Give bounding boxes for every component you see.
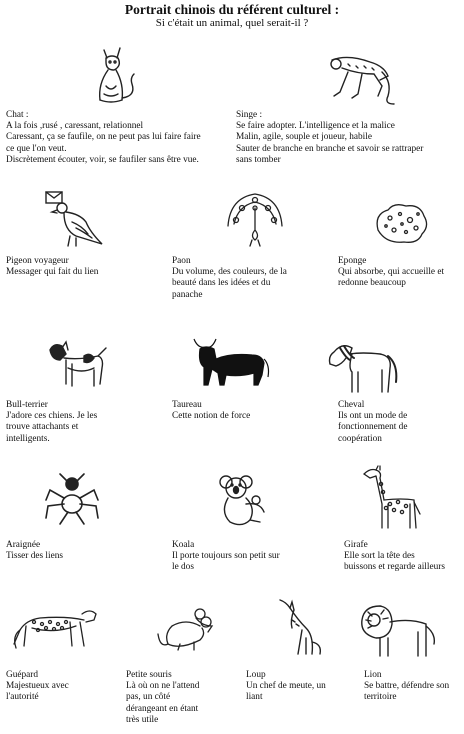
animal-name: Lion xyxy=(364,670,382,680)
page-subtitle: Si c'était un animal, quel serait-il ? xyxy=(155,17,309,29)
animal-name: Guépard xyxy=(6,670,39,680)
animal-name: Loup xyxy=(246,670,266,680)
animal-desc: intelligents. xyxy=(6,433,50,444)
koala-drawing xyxy=(216,472,268,528)
cat-drawing xyxy=(80,44,140,108)
animal-desc: Elle sort la tête des xyxy=(344,551,415,562)
spider-drawing xyxy=(42,470,102,528)
animal-desc: A la fois ,rusé , caressant, relationnel xyxy=(6,121,144,132)
animal-name: Eponge xyxy=(338,256,367,266)
animal-pigeon xyxy=(6,256,156,278)
animal-desc: sans tomber xyxy=(236,154,281,165)
animal-desc: très utile xyxy=(126,714,159,725)
animal-guepard xyxy=(6,670,104,704)
animal-desc: Majestueux avec xyxy=(6,681,69,692)
animal-desc: pas, un côté xyxy=(126,692,171,703)
animal-desc: fonctionnement de xyxy=(338,422,408,433)
animal-desc: beauté dans les idées et du xyxy=(172,278,271,289)
animal-petite-souris xyxy=(126,670,224,726)
animal-name: Pigeon voyageur xyxy=(6,256,69,266)
animal-name: Petite souris xyxy=(126,670,172,680)
animal-name: Singe : xyxy=(236,110,263,120)
animal-desc: ce que l'on veut. xyxy=(6,143,67,154)
animal-desc: redonne beaucoup xyxy=(338,278,406,289)
animal-desc: panache xyxy=(172,289,203,300)
bull-terrier-drawing xyxy=(44,338,108,394)
giraffe-drawing xyxy=(362,464,424,532)
lion-drawing xyxy=(356,602,438,660)
animal-name: Chat : xyxy=(6,110,29,120)
animal-eponge xyxy=(338,256,458,290)
animal-paon xyxy=(172,256,300,301)
mouse-drawing xyxy=(156,604,218,652)
animal-desc: territoire xyxy=(364,692,397,703)
animal-desc: l'autorité xyxy=(6,692,39,703)
sponge-drawing xyxy=(372,200,430,246)
page-title: Portrait chinois du référent culturel : xyxy=(124,2,340,17)
cheetah-drawing xyxy=(10,600,98,652)
animal-desc: Un chef de meute, un xyxy=(246,681,326,692)
pigeon-drawing xyxy=(42,188,106,250)
animal-desc: J'adore ces chiens. Je les xyxy=(6,411,98,422)
animal-desc: Ils ont un mode de xyxy=(338,411,408,422)
animal-name: Bull-terrier xyxy=(6,400,48,410)
animal-desc: Du volume, des couleurs, de la xyxy=(172,267,287,278)
animal-name: Cheval xyxy=(338,400,365,410)
animal-desc: Messager qui fait du lien xyxy=(6,267,99,278)
animal-name: Araignée xyxy=(6,540,41,550)
bull-drawing xyxy=(190,333,272,391)
animal-desc: liant xyxy=(246,692,263,703)
monkey-drawing xyxy=(318,52,402,108)
animal-name: Paon xyxy=(172,256,191,266)
animal-desc: Il porte toujours son petit sur xyxy=(172,551,280,562)
animal-desc: buissons et regarde ailleurs xyxy=(344,562,445,573)
animal-araignee xyxy=(6,540,134,562)
animal-chat xyxy=(6,110,228,166)
wolf-drawing xyxy=(276,596,324,658)
animal-name: Koala xyxy=(172,540,195,550)
animal-desc: Se faire adopter. L'intelligence et la malice xyxy=(236,121,395,132)
animal-cheval xyxy=(338,400,458,445)
animal-name: Taureau xyxy=(172,400,202,410)
peacock-drawing xyxy=(224,190,286,248)
animal-bull-terrier xyxy=(6,400,134,445)
animal-girafe xyxy=(344,540,458,574)
animal-loup xyxy=(246,670,342,704)
animal-desc: Cette notion de force xyxy=(172,411,251,422)
animal-desc: Là où on ne l'attend xyxy=(126,681,200,692)
horse-drawing xyxy=(326,338,400,396)
animal-desc: Malin, agile, souple et joueur, habile xyxy=(236,132,372,143)
animal-singe xyxy=(236,110,458,166)
animal-desc: Caressant, ça se faufile, on ne peut pas lui faire faire xyxy=(6,132,201,143)
animal-desc: dérangeant en étant xyxy=(126,703,199,714)
animal-desc: Se battre, défendre son xyxy=(364,681,450,692)
animal-desc: Tisser des liens xyxy=(6,551,63,562)
animal-desc: Discrètement écouter, voir, se faufiler sans être vue. xyxy=(6,154,199,165)
animal-name: Girafe xyxy=(344,540,368,550)
animal-taureau xyxy=(172,400,300,422)
animal-lion xyxy=(364,670,460,704)
animal-koala xyxy=(172,540,302,574)
animal-desc: trouve attachants et xyxy=(6,422,79,433)
animal-desc: Sauter de branche en branche et savoir se rattraper xyxy=(236,143,424,154)
animal-desc: Qui absorbe, qui accueille et xyxy=(338,267,445,278)
animal-desc: coopération xyxy=(338,433,382,444)
animal-desc: le dos xyxy=(172,562,194,573)
